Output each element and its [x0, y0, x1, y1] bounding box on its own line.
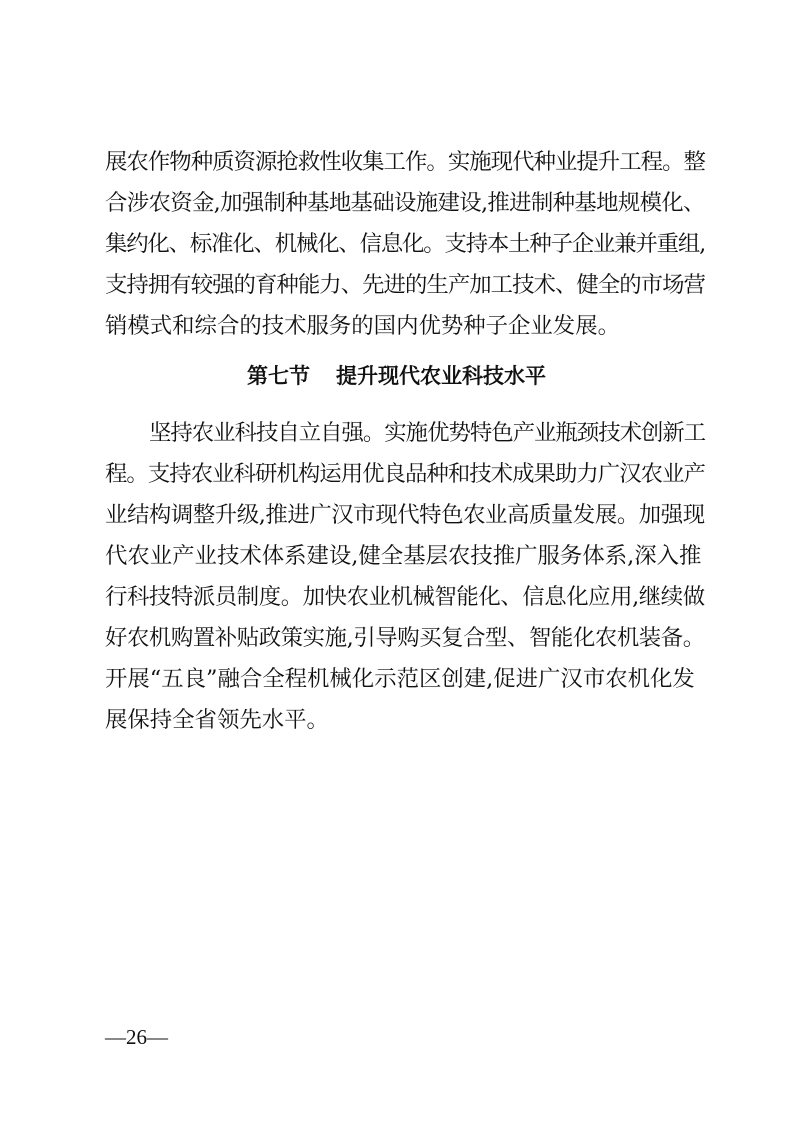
paragraph-line: 代农业产业技术体系建设,健全基层农技推广服务体系,深入推 [105, 543, 702, 569]
paragraph-line: 销模式和综合的技术服务的国内优势种子企业发展。 [105, 313, 620, 339]
section-heading [0, 362, 793, 390]
paragraph-line: 程。支持农业科研机构运用优良品种和技术成果助力广汉农业产 [105, 461, 705, 487]
paragraph-line: 好农机购置补贴政策实施,引导购买复合型、智能化农机装备。 [105, 625, 705, 651]
paragraph-line: 支持拥有较强的育种能力、先进的生产加工技术、健全的市场营 [105, 272, 705, 298]
section-title: 提升现代农业科技水平 [336, 364, 546, 388]
paragraph-line: 合涉农资金,加强制种基地基础设施建设,推进制种基地规模化、 [105, 190, 705, 216]
paragraph-line: 坚持农业科技自立自强。实施优势特色产业瓶颈技术创新工 [149, 420, 706, 446]
paragraph-line: 行科技特派员制度。加快农业机械智能化、信息化应用,继续做 [105, 584, 705, 610]
paragraph-line: 集约化、标准化、机械化、信息化。支持本土种子企业兼并重组, [105, 231, 706, 257]
page-number: —26— [105, 1025, 168, 1049]
paragraph-line: 展农作物种质资源抢救性收集工作。实施现代种业提升工程。整 [105, 149, 705, 175]
paragraph-line: 开展“五良”融合全程机械化示范区创建,促进广汉市农机化发 [105, 666, 695, 692]
paragraph-line: 业结构调整升级,推进广汉市现代特色农业高质量发展。加强现 [105, 502, 705, 528]
section-number: 第七节 [247, 364, 310, 388]
paragraph-line: 展保持全省领先水平。 [105, 707, 329, 733]
